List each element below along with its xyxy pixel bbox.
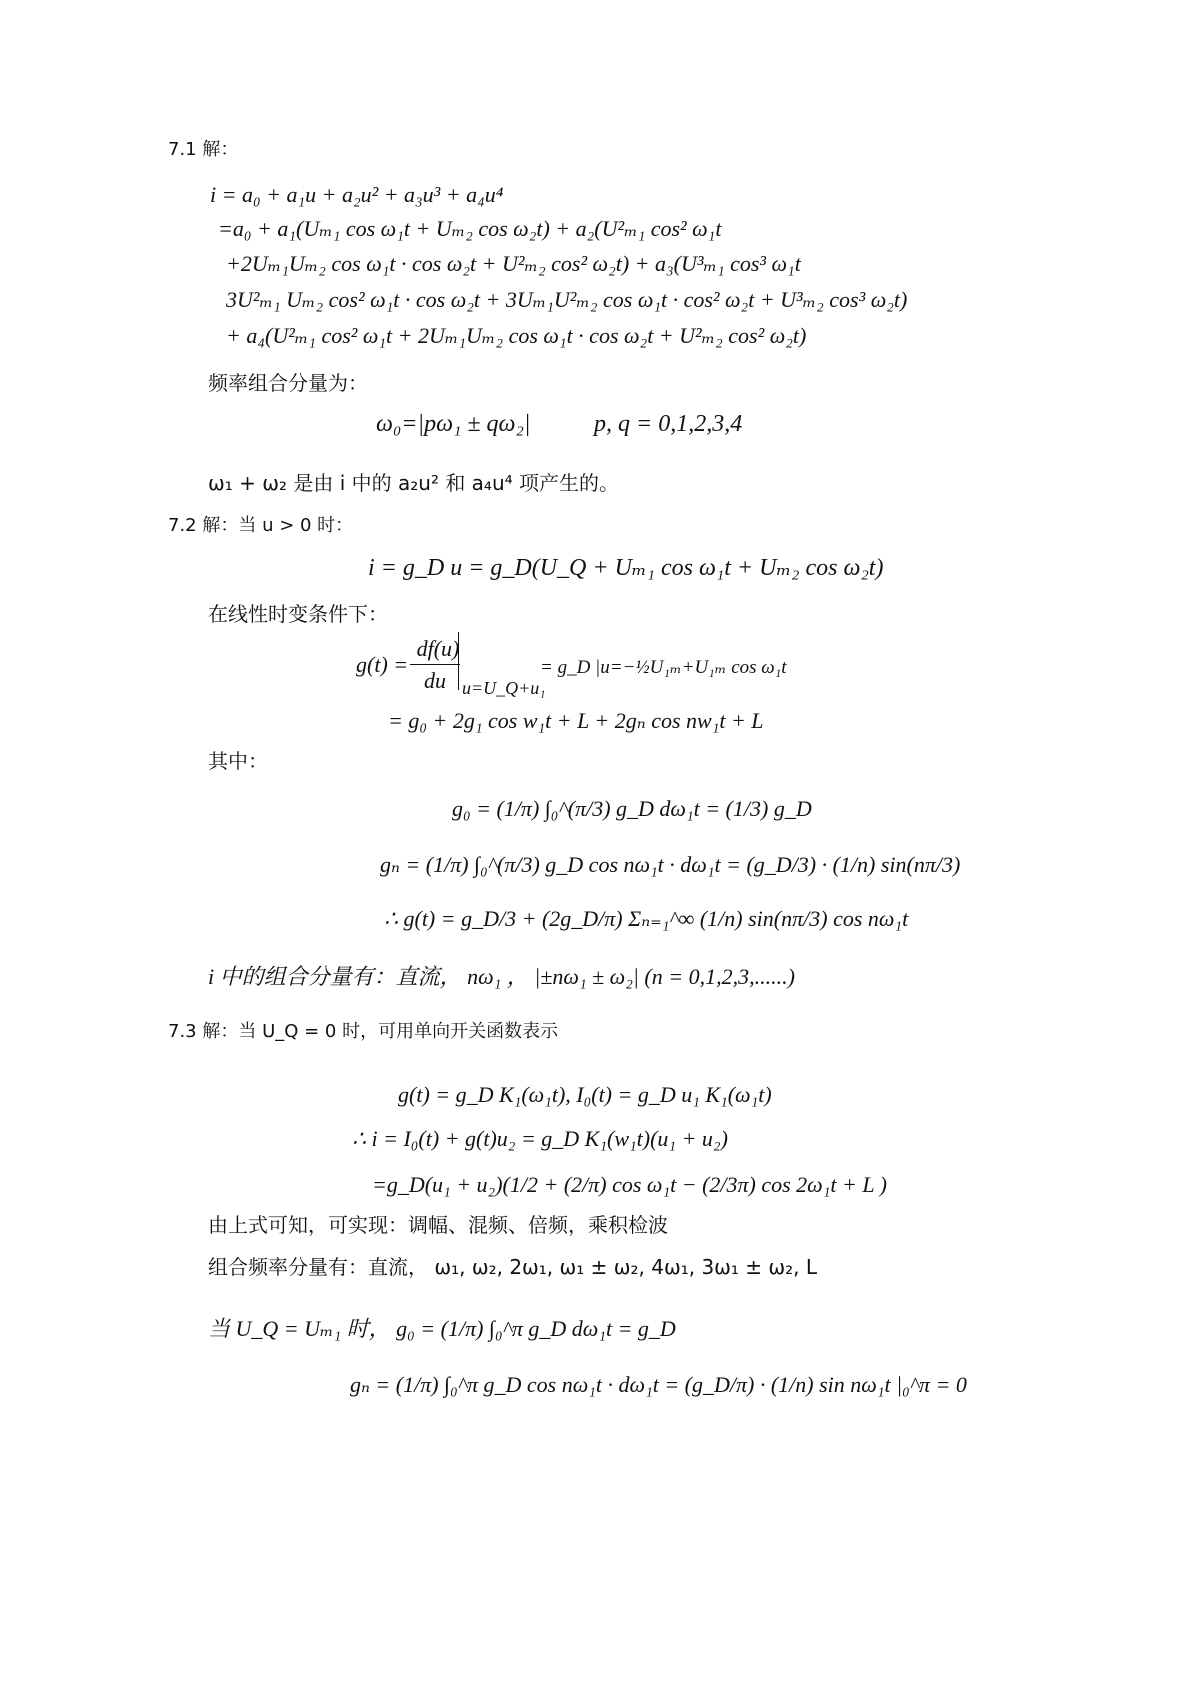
gt-right: = g_D |u=−½U₁ₘ+U₁ₘ cos ω₁t <box>540 657 787 678</box>
gt-evaluation-bar <box>458 632 459 690</box>
gt-subscript: u=U_Q+u₁ <box>462 678 546 698</box>
frequency-pq-range: p, q = 0,1,2,3,4 <box>594 411 743 437</box>
linear-time-varying-label: 在线性时变条件下： <box>208 602 388 626</box>
case-uq-equals-um1: 当 U_Q = Uₘ₁ 时， g₀ = (1/π) ∫₀^π g_D dω₁t = g_D <box>208 1316 676 1341</box>
gn-equation: gₙ = (1/π) ∫₀^(π/3) g_D cos nω₁t · dω₁t = (g_D/3) · (1/n) sin(nπ/3) <box>380 852 961 877</box>
gt-fraction-bar <box>410 664 460 665</box>
note-7-1: ω₁ + ω₂ 是由 i 中的 a₂u² 和 a₄u⁴ 项产生的。 <box>208 471 619 495</box>
equation-7-1-line-2: =a₀ + a₁(Uₘ₁ cos ω₁t + Uₘ₂ cos ω₂t) + a₂(U²ₘ₁ cos² ω₁t <box>218 216 722 241</box>
expansion-7-3: =g_D(u₁ + u₂)(1/2 + (2/π) cos ω₁t − (2/3π) cos 2ω₁t + L ) <box>372 1172 887 1197</box>
section-heading-7-3: 7.3 解：当 U_Q = 0 时，可用单向开关函数表示 <box>168 1021 559 1042</box>
gt-denominator: du <box>424 668 446 693</box>
gt-left: g(t) = <box>356 652 409 677</box>
switch-function-equation: g(t) = g_D K₁(ω₁t), I₀(t) = g_D u₁ K₁(ω₁t) <box>398 1082 772 1107</box>
gt-numerator: df(u) <box>416 636 460 661</box>
fourier-series: = g₀ + 2g₁ cos w₁t + L + 2gₙ cos nw₁t + L <box>388 708 764 733</box>
g0-equation: g₀ = (1/π) ∫₀^(π/3) g_D dω₁t = (1/3) g_D <box>452 796 812 821</box>
frequency-label: 频率组合分量为： <box>208 371 368 395</box>
components-7-2: i 中的组合分量有：直流， nω₁ ， |±nω₁ ± ω₂| (n = 0,1,2,3,......) <box>208 964 795 989</box>
equation-7-2-current: i = g_D u = g_D(U_Q + Uₘ₁ cos ω₁t + Uₘ₂ cos ω₂t) <box>368 555 884 581</box>
conclusion-7-3: 由上式可知，可实现：调幅、混频、倍频，乘积检波 <box>208 1213 668 1237</box>
equation-7-1-line-5: + a₄(U²ₘ₁ cos² ω₁t + 2Uₘ₁Uₘ₂ cos ω₁t · cos ω₂t + U²ₘ₂ cos² ω₂t) <box>226 323 807 348</box>
section-heading-7-1: 7.1 解： <box>168 139 239 160</box>
frequency-equation: ω₀=|pω₁ ± qω₂| <box>376 411 531 437</box>
equation-7-1-line-4: 3U²ₘ₁ Uₘ₂ cos² ω₁t · cos ω₂t + 3Uₘ₁U²ₘ₂ cos ω₁t · cos² ω₂t + U³ₘ₂ cos³ ω₂t) <box>226 287 908 312</box>
components-7-3: 组合频率分量有：直流， ω₁, ω₂, 2ω₁, ω₁ ± ω₂, 4ω₁, 3ω₁ ± ω₂, L <box>208 1255 818 1279</box>
current-equation-7-3: ∴ i = I₀(t) + g(t)u₂ = g_D K₁(w₁t)(u₁ + u₂) <box>352 1126 728 1151</box>
section-heading-7-2: 7.2 解：当 u > 0 时： <box>168 515 354 536</box>
equation-7-1-line-1: i = a₀ + a₁u + a₂u² + a₃u³ + a₄u⁴ <box>210 182 504 207</box>
gt-sum-equation: ∴ g(t) = g_D/3 + (2g_D/π) Σₙ₌₁^∞ (1/n) sin(nπ/3) cos nω₁t <box>384 906 909 931</box>
where-label: 其中： <box>208 749 268 773</box>
equation-7-1-line-3: +2Uₘ₁Uₘ₂ cos ω₁t · cos ω₂t + U²ₘ₂ cos² ω₂t) + a₃(U³ₘ₁ cos³ ω₁t <box>226 251 801 276</box>
gn-equation-7-3: gₙ = (1/π) ∫₀^π g_D cos nω₁t · dω₁t = (g_D/π) · (1/n) sin nω₁t |₀^π = 0 <box>350 1372 967 1397</box>
